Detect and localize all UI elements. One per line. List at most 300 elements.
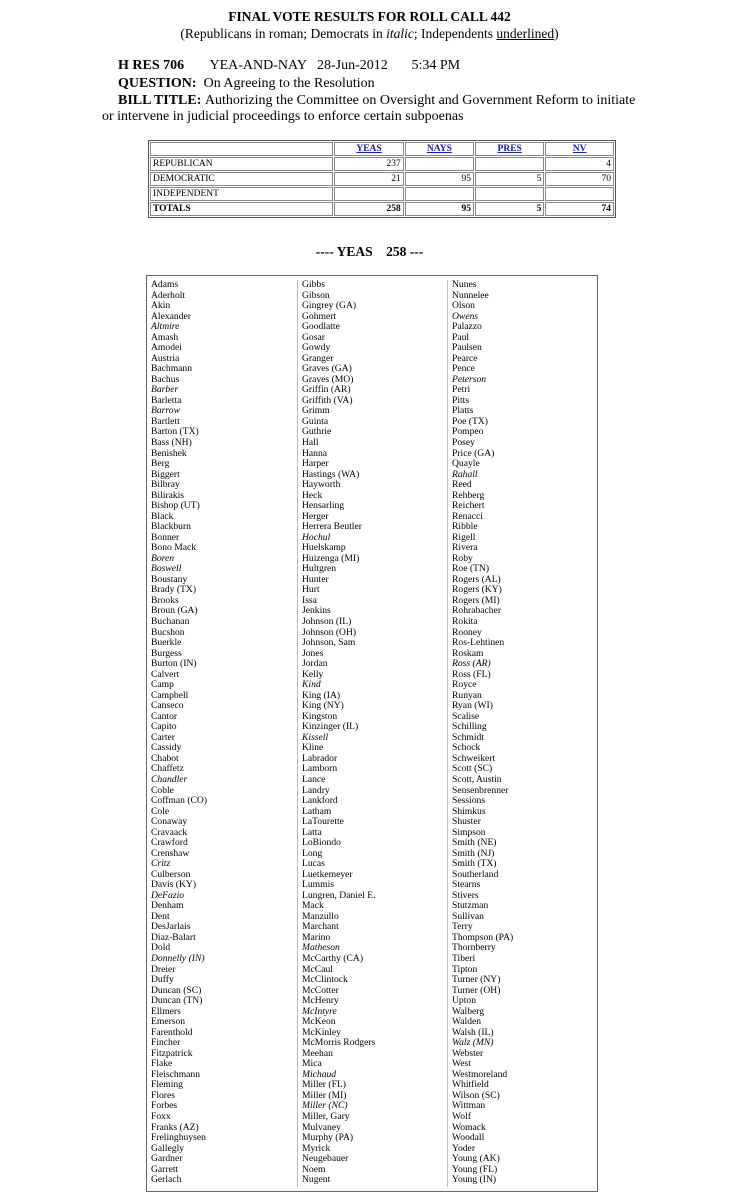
- member-name: Roby: [452, 552, 473, 564]
- member-name: Austria: [151, 352, 180, 364]
- member-name: Cantor: [151, 710, 178, 722]
- member-name: Mica: [302, 1058, 322, 1070]
- nv-link[interactable]: NV: [572, 144, 587, 154]
- nays-cell: 95: [405, 172, 474, 186]
- member-name: Poe (TX): [452, 415, 488, 427]
- member-name: Amodei: [151, 342, 182, 354]
- member-name: Conaway: [151, 816, 188, 828]
- member-name: Dent: [151, 910, 170, 922]
- member-name: Kelly: [302, 668, 324, 680]
- member-name: Burton (IN): [151, 658, 197, 670]
- member-name: Gowdy: [302, 342, 331, 354]
- member-name: Pitts: [452, 394, 470, 406]
- table-row: [150, 187, 614, 201]
- legend-italic: italic: [386, 26, 414, 41]
- table-header-row: [150, 142, 614, 156]
- bill-title-text: Authorizing the Committee on Oversight and Government Reform to initiate: [204, 93, 636, 108]
- member-name: McMorris Rodgers: [302, 1037, 376, 1049]
- member-name: Stearns: [452, 879, 481, 891]
- member-name: Rogers (AL): [452, 573, 501, 585]
- member-name: Grimm: [302, 405, 330, 417]
- member-name: Johnson, Sam: [302, 637, 356, 649]
- member-name: Black: [151, 510, 174, 522]
- member-name: Buchanan: [151, 616, 190, 627]
- member-name: Lamborn: [302, 763, 338, 775]
- member-name: Alexander: [151, 310, 191, 322]
- member-name: Kind: [302, 679, 321, 691]
- member-name: Marchant: [302, 921, 339, 933]
- header-pres[interactable]: [475, 142, 544, 156]
- header-nays[interactable]: [405, 142, 474, 156]
- pres-cell: [475, 187, 544, 201]
- member-name: Roskam: [452, 647, 484, 659]
- member-name: Hultgren: [302, 563, 337, 575]
- member-name: Cravaack: [151, 826, 188, 838]
- totals-row: [150, 202, 614, 216]
- member-name: Simpson: [452, 826, 486, 838]
- member-name: Coffman (CO): [151, 795, 208, 807]
- pres-link[interactable]: PRES: [497, 144, 522, 154]
- member-name: Sullivan: [452, 910, 484, 922]
- member-name: Roe (TN): [452, 563, 490, 575]
- member-name: Marino: [302, 931, 331, 943]
- member-name: Gardner: [151, 1153, 183, 1165]
- member-name: Culberson: [151, 868, 191, 880]
- member-name: Murphy (PA): [302, 1132, 354, 1144]
- member-name: Graves (GA): [302, 363, 352, 375]
- party-cell: REPUBLICAN: [150, 157, 333, 171]
- member-name: Hanna: [302, 447, 328, 459]
- member-name: Chabot: [151, 752, 179, 764]
- member-name: Peterson: [452, 373, 487, 385]
- member-name: Myrick: [302, 1142, 331, 1154]
- member-name: Long: [302, 847, 323, 859]
- member-name: Turner (NY): [452, 974, 501, 986]
- member-name: Kingston: [302, 710, 338, 722]
- vote-type: YEA-AND-NAY: [209, 58, 307, 73]
- member-name: Garrett: [151, 1163, 179, 1175]
- nv-cell: 70: [545, 172, 614, 186]
- member-name: DeFazio: [151, 889, 185, 901]
- member-name: Southerland: [452, 868, 499, 880]
- bill-title-continued: or intervene in judicial proceedings to enforce certain subpoenas: [102, 109, 464, 124]
- member-name: Fitzpatrick: [151, 1047, 193, 1059]
- member-name: Paul: [452, 331, 470, 343]
- member-name: Lungren, Daniel E.: [302, 889, 376, 901]
- nays-link[interactable]: NAYS: [426, 144, 452, 154]
- member-name: Fleischmann: [151, 1068, 201, 1080]
- member-name: Ros-Lehtinen: [452, 637, 505, 649]
- member-name: Kissell: [302, 731, 329, 743]
- yeas-cell: 237: [334, 157, 403, 171]
- member-name: Scott, Austin: [452, 773, 502, 785]
- member-name: Barton (TX): [151, 426, 199, 438]
- nv-cell: 74: [545, 202, 614, 216]
- member-name: Walsh (IL): [452, 1026, 494, 1038]
- member-name: Dreier: [151, 963, 176, 975]
- member-name: Johnson (OH): [302, 626, 357, 638]
- member-name: Boustany: [151, 573, 188, 585]
- member-name: Noem: [302, 1163, 326, 1175]
- member-name: Gibbs: [302, 279, 325, 290]
- member-name: Upton: [452, 995, 476, 1007]
- yeas-cell: 21: [334, 172, 403, 186]
- member-name: Guinta: [302, 415, 329, 427]
- member-name: West: [452, 1058, 471, 1070]
- member-name: Bishop (UT): [151, 500, 200, 512]
- member-name: Kinzinger (IL): [302, 721, 359, 733]
- member-name: Terry: [452, 921, 473, 933]
- nays-cell: 95: [405, 202, 474, 216]
- yeas-cell: 258: [334, 202, 403, 216]
- member-name: Scalise: [452, 710, 480, 722]
- member-name: Hunter: [302, 573, 329, 585]
- member-name: Harper: [302, 458, 329, 470]
- member-name: Pompeo: [452, 426, 484, 438]
- member-name: Whitfield: [452, 1079, 489, 1091]
- member-name: Aderholt: [151, 289, 186, 301]
- member-name: Duncan (TN): [151, 995, 203, 1007]
- table-row: [150, 172, 614, 186]
- member-name: Ryan (WI): [452, 700, 493, 712]
- member-name: Herger: [302, 510, 329, 522]
- member-name: Johnson (IL): [302, 616, 352, 627]
- member-name: Jenkins: [302, 605, 331, 617]
- member-name: Chaffetz: [151, 763, 184, 775]
- member-name: Crawford: [151, 837, 188, 849]
- column-divider: [297, 280, 298, 1187]
- member-name: Graves (MO): [302, 373, 354, 385]
- pres-cell: 5: [475, 202, 544, 216]
- member-name: Rahall: [452, 468, 478, 480]
- member-name: Sensenbrenner: [452, 784, 509, 796]
- member-name: Rokita: [452, 616, 478, 627]
- member-name: Turner (OH): [452, 984, 501, 996]
- vote-info: [118, 57, 718, 110]
- header-yeas[interactable]: [334, 142, 403, 156]
- bill-title-label: BILL TITLE:: [118, 93, 202, 108]
- yeas-list: [146, 275, 598, 1192]
- member-name: Flake: [151, 1058, 173, 1070]
- pres-cell: [475, 157, 544, 171]
- member-name: Calvert: [151, 668, 180, 680]
- member-name: Quayle: [452, 458, 480, 470]
- member-name: Duncan (SC): [151, 984, 202, 996]
- nv-cell: [545, 187, 614, 201]
- member-name: Hochul: [302, 531, 331, 543]
- member-name: Bartlett: [151, 415, 180, 427]
- member-name: Lummis: [302, 879, 334, 891]
- pres-cell: 5: [475, 172, 544, 186]
- member-name: Labrador: [302, 752, 338, 764]
- member-name: Palazzo: [452, 321, 482, 333]
- member-name: Flores: [151, 1089, 175, 1101]
- member-name: Tiberi: [452, 953, 476, 964]
- member-name: Renacci: [452, 510, 483, 522]
- member-name: Gohmert: [302, 310, 337, 322]
- member-name: Ross (AR): [452, 658, 491, 670]
- member-name: Shimkus: [452, 805, 486, 817]
- member-name: Jones: [302, 647, 324, 659]
- member-name: Boswell: [151, 563, 182, 575]
- member-name: Ribble: [452, 521, 478, 533]
- member-name: LaTourette: [302, 816, 344, 828]
- member-name: McKinley: [302, 1026, 341, 1038]
- member-name: Neugebauer: [302, 1153, 349, 1165]
- member-name: Fincher: [151, 1037, 181, 1049]
- yeas-heading: ---- YEAS 258 ---: [315, 244, 424, 259]
- member-name: Rivera: [452, 542, 478, 554]
- member-name: Granger: [302, 352, 334, 364]
- member-name: Farenthold: [151, 1026, 193, 1038]
- member-name: Akin: [151, 300, 171, 312]
- member-name: Rogers (KY): [452, 584, 502, 596]
- yeas-cell: [334, 187, 403, 201]
- question-label: QUESTION:: [118, 75, 197, 91]
- member-name: Bachmann: [151, 363, 193, 375]
- member-name: Denham: [151, 900, 184, 912]
- member-name: Petri: [452, 384, 471, 396]
- member-name: McHenry: [302, 995, 339, 1007]
- member-name: Woodall: [452, 1132, 485, 1144]
- member-name: Thompson (PA): [452, 931, 514, 943]
- member-name: Camp: [151, 679, 174, 691]
- member-name: Huizenga (MI): [302, 552, 360, 564]
- member-name: Gingrey (GA): [302, 300, 357, 312]
- member-name: Hensarling: [302, 500, 345, 512]
- nv-cell: 4: [545, 157, 614, 171]
- member-name: Schock: [452, 742, 481, 754]
- member-name: Donnelly (IN): [151, 953, 205, 964]
- member-name: Benishek: [151, 447, 187, 459]
- member-name: Crenshaw: [151, 847, 190, 859]
- header-blank: [150, 142, 333, 156]
- member-name: Pence: [452, 363, 475, 375]
- member-name: Bilirakis: [151, 489, 185, 501]
- yeas-column-1: [151, 280, 207, 1186]
- member-name: Manzullo: [302, 910, 339, 922]
- member-name: Bono Mack: [151, 542, 197, 554]
- party-cell: DEMOCRATIC: [150, 172, 333, 186]
- member-name: Ellmers: [151, 1005, 181, 1017]
- member-name: Hurt: [302, 584, 320, 596]
- member-name: DesJarlais: [151, 921, 191, 933]
- member-name: Latta: [302, 826, 322, 838]
- member-name: McCotter: [302, 984, 339, 996]
- member-name: Franks (AZ): [151, 1121, 199, 1133]
- member-name: Young (AK): [452, 1153, 500, 1165]
- nays-cell: [405, 187, 474, 201]
- member-name: Stutzman: [452, 900, 489, 912]
- member-name: Hall: [302, 436, 319, 448]
- member-name: Miller (FL): [302, 1079, 346, 1091]
- member-name: Tipton: [452, 963, 478, 975]
- member-name: LoBiondo: [302, 837, 341, 849]
- member-name: Griffith (VA): [302, 394, 353, 406]
- member-name: Burgess: [151, 647, 182, 659]
- member-name: Goodlatte: [302, 321, 340, 333]
- member-name: Miller, Gary: [302, 1110, 350, 1122]
- legend-text: (Republicans in roman; Democrats in: [180, 26, 387, 41]
- member-name: Adams: [151, 279, 179, 290]
- member-name: Shuster: [452, 816, 481, 828]
- member-name: McIntyre: [302, 1005, 337, 1017]
- member-name: Schilling: [452, 721, 487, 733]
- vote-summary-table: [148, 140, 616, 218]
- member-name: Latham: [302, 805, 332, 817]
- member-name: Capito: [151, 721, 177, 733]
- member-name: Webster: [452, 1047, 484, 1059]
- member-name: Nunnelee: [452, 289, 489, 301]
- member-name: Rogers (MI): [452, 594, 500, 606]
- member-name: Campbell: [151, 689, 189, 701]
- member-name: Young (IN): [452, 1174, 497, 1186]
- vote-date: 28-Jun-2012: [317, 58, 388, 73]
- member-name: Biggert: [151, 468, 180, 480]
- vote-time: 5:34 PM: [411, 58, 461, 73]
- member-name: Walberg: [452, 1005, 485, 1017]
- member-name: Buerkle: [151, 637, 182, 649]
- question-text: On Agreeing to the Resolution: [203, 75, 375, 91]
- member-name: McClintock: [302, 974, 348, 986]
- member-name: McKeon: [302, 1016, 336, 1028]
- member-name: Sessions: [452, 795, 486, 807]
- member-name: Huelskamp: [302, 542, 346, 554]
- member-name: Barber: [151, 384, 179, 396]
- member-name: Price (GA): [452, 447, 495, 459]
- member-name: Reed: [452, 479, 472, 491]
- member-name: Paulsen: [452, 342, 482, 354]
- member-name: Rehberg: [452, 489, 485, 501]
- member-name: Davis (KY): [151, 879, 197, 891]
- member-name: Lankford: [302, 795, 338, 807]
- nays-cell: [405, 157, 474, 171]
- member-name: Lance: [302, 773, 326, 785]
- member-name: Wilson (SC): [452, 1089, 500, 1101]
- measure-number: H RES 706: [118, 58, 185, 73]
- member-name: Hastings (WA): [302, 468, 360, 480]
- member-name: Schmidt: [452, 731, 484, 743]
- page-title: FINAL VOTE RESULTS FOR ROLL CALL 442: [228, 9, 511, 24]
- yeas-column-2: [302, 280, 376, 1186]
- member-name: Luetkemeyer: [302, 868, 353, 880]
- member-name: Walz (MN): [452, 1037, 494, 1049]
- member-name: Olson: [452, 300, 475, 312]
- member-name: Critz: [151, 858, 171, 870]
- member-name: Nugent: [302, 1174, 331, 1186]
- member-name: Reichert: [452, 500, 485, 512]
- member-name: Womack: [452, 1121, 486, 1133]
- member-name: Meehan: [302, 1047, 333, 1059]
- member-name: Bachus: [151, 373, 180, 385]
- member-name: Yoder: [452, 1142, 476, 1154]
- member-name: Rigell: [452, 531, 476, 543]
- party-legend: [0, 26, 739, 42]
- member-name: Fleming: [151, 1079, 183, 1091]
- member-name: Rooney: [452, 626, 482, 638]
- member-name: Griffin (AR): [302, 384, 351, 396]
- member-name: Frelinghuysen: [151, 1132, 206, 1144]
- member-name: Lucas: [302, 858, 325, 870]
- member-name: Michaud: [302, 1068, 337, 1080]
- member-name: Guthrie: [302, 426, 332, 438]
- table-row: [150, 157, 614, 171]
- member-name: Carter: [151, 731, 175, 743]
- member-name: Berg: [151, 458, 170, 470]
- legend-text: ; Independents: [413, 26, 497, 41]
- member-name: Stivers: [452, 889, 479, 901]
- member-name: Gallegly: [151, 1142, 185, 1154]
- member-name: Pearce: [452, 352, 478, 364]
- member-name: Platts: [452, 405, 474, 417]
- member-name: Bilbray: [151, 479, 180, 491]
- member-name: Smith (NJ): [452, 847, 495, 859]
- member-name: Barrow: [151, 405, 180, 417]
- member-name: Schweikert: [452, 752, 496, 764]
- member-name: Canseco: [151, 700, 184, 712]
- member-name: Ross (FL): [452, 668, 491, 680]
- member-name: Smith (TX): [452, 858, 497, 870]
- member-name: Herrera Beutler: [302, 521, 362, 533]
- member-name: Diaz-Balart: [151, 931, 196, 943]
- member-name: Blackburn: [151, 521, 191, 533]
- legend-text: ): [554, 26, 559, 41]
- member-name: McCarthy (CA): [302, 953, 364, 964]
- member-name: Gibson: [302, 289, 330, 301]
- member-name: Duffy: [151, 974, 174, 986]
- member-name: Amash: [151, 331, 179, 343]
- member-name: Matheson: [302, 942, 340, 954]
- member-name: Scott (SC): [452, 763, 493, 775]
- member-name: Brady (TX): [151, 584, 197, 596]
- member-name: Bonner: [151, 531, 180, 543]
- member-name: Hayworth: [302, 479, 341, 491]
- member-name: Thornberry: [452, 942, 496, 954]
- member-name: Westmoreland: [452, 1068, 508, 1080]
- member-name: Emerson: [151, 1016, 186, 1028]
- member-name: Broun (GA): [151, 605, 198, 617]
- member-name: Heck: [302, 489, 323, 501]
- member-name: Kline: [302, 742, 324, 754]
- yeas-link[interactable]: YEAS: [356, 144, 382, 154]
- member-name: Bass (NH): [151, 436, 192, 448]
- member-name: Royce: [452, 679, 477, 691]
- party-cell: INDEPENDENT: [150, 187, 333, 201]
- member-name: Jordan: [302, 658, 328, 670]
- member-name: Rohrabacher: [452, 605, 502, 617]
- member-name: Foxx: [151, 1110, 171, 1122]
- member-name: Walden: [452, 1016, 482, 1028]
- member-name: Runyan: [452, 689, 482, 701]
- member-name: King (IA): [302, 689, 341, 701]
- member-name: Brooks: [151, 594, 179, 606]
- member-name: Nunes: [452, 279, 477, 290]
- member-name: Gerlach: [151, 1174, 182, 1186]
- member-name: Boren: [151, 552, 175, 564]
- member-name: Dold: [151, 942, 171, 954]
- member-name: Cassidy: [151, 742, 182, 754]
- member-name: Landry: [302, 784, 330, 796]
- member-name: Mack: [302, 900, 324, 912]
- member-name: Cole: [151, 805, 170, 817]
- member-name: Owens: [452, 310, 479, 322]
- member-name: Issa: [302, 594, 317, 606]
- member-name: Mulvaney: [302, 1121, 341, 1133]
- header-nv[interactable]: [545, 142, 614, 156]
- member-name: Miller (NC): [302, 1100, 348, 1112]
- member-name: Young (FL): [452, 1163, 498, 1175]
- yeas-column-3: [452, 280, 513, 1186]
